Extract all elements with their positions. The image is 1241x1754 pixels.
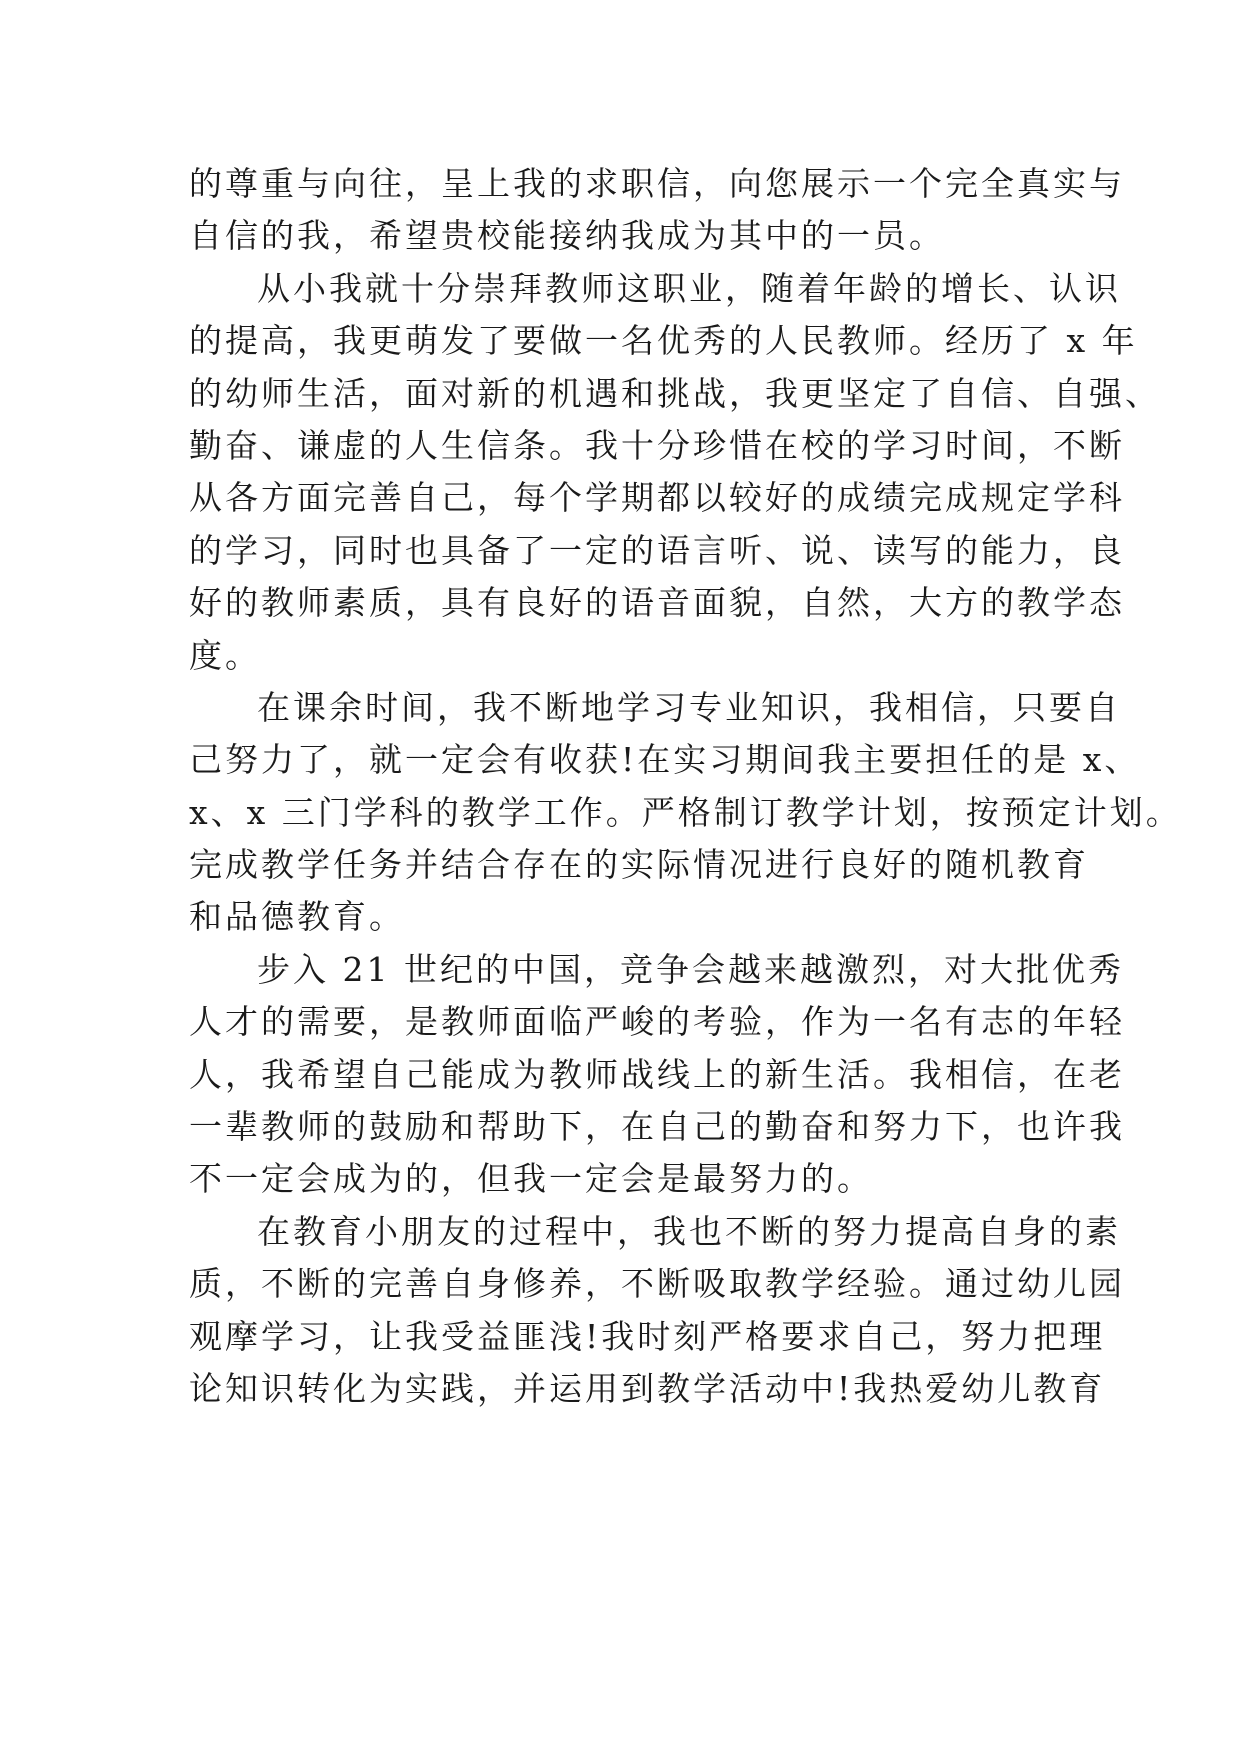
text-line: 的幼师生活，面对新的机遇和挑战，我更坚定了自信、自强、 (189, 373, 1161, 413)
text-line: 的学习，同时也具备了一定的语言听、说、读写的能力，良 (189, 530, 1125, 570)
text-line: 人才的需要，是教师面临严峻的考验，作为一名有志的年轻 (189, 1002, 1125, 1042)
text-line: 度。 (189, 635, 261, 675)
text-line: 不一定会成为的，但我一定会是最努力的。 (189, 1159, 873, 1199)
text-line: 人，我希望自己能成为教师战线上的新生活。我相信，在老 (189, 1054, 1125, 1094)
text-line: 和品德教育。 (189, 897, 405, 937)
text-line: 论知识转化为实践，并运用到教学活动中!我热爱幼儿教育 (189, 1368, 1106, 1408)
paragraph-first-line: 步入 21 世纪的中国，竞争会越来越激烈，对大批优秀 (257, 949, 1124, 989)
text-line: 观摩学习，让我受益匪浅!我时刻严格要求自己，努力把理 (189, 1316, 1106, 1356)
paragraph-first-line: 在课余时间，我不断地学习专业知识，我相信，只要自 (257, 687, 1121, 727)
paragraph-first-line: 从小我就十分崇拜教师这职业，随着年龄的增长、认识 (257, 268, 1121, 308)
text-line: x、x 三门学科的教学工作。严格制订教学计划，按预定计划。 (189, 792, 1182, 832)
text-line: 的尊重与向往，呈上我的求职信，向您展示一个完全真实与 (189, 164, 1125, 203)
text-line: 勤奋、谦虚的人生信条。我十分珍惜在校的学习时间，不断 (189, 425, 1125, 465)
text-line: 好的教师素质，具有良好的语音面貌，自然，大方的教学态 (189, 583, 1125, 623)
text-line: 自信的我，希望贵校能接纳我成为其中的一员。 (189, 216, 945, 256)
body-text (189, 158, 1182, 1415)
text-line: 质，不断的完善自身修养，不断吸取教学经验。通过幼儿园 (189, 1264, 1125, 1304)
text-line: 的提高，我更萌发了要做一名优秀的人民教师。经历了 x 年 (189, 321, 1138, 361)
text-line: 从各方面完善自己，每个学期都以较好的成绩完成规定学科 (189, 478, 1125, 518)
text-line: 己努力了，就一定会有收获!在实习期间我主要担任的是 x、 (189, 740, 1141, 780)
text-line: 完成教学任务并结合存在的实际情况进行良好的随机教育 (189, 845, 1089, 885)
paragraph-first-line: 在教育小朋友的过程中，我也不断的努力提高自身的素 (257, 1211, 1121, 1251)
text-line: 一辈教师的鼓励和帮助下，在自己的勤奋和努力下，也许我 (189, 1107, 1125, 1147)
